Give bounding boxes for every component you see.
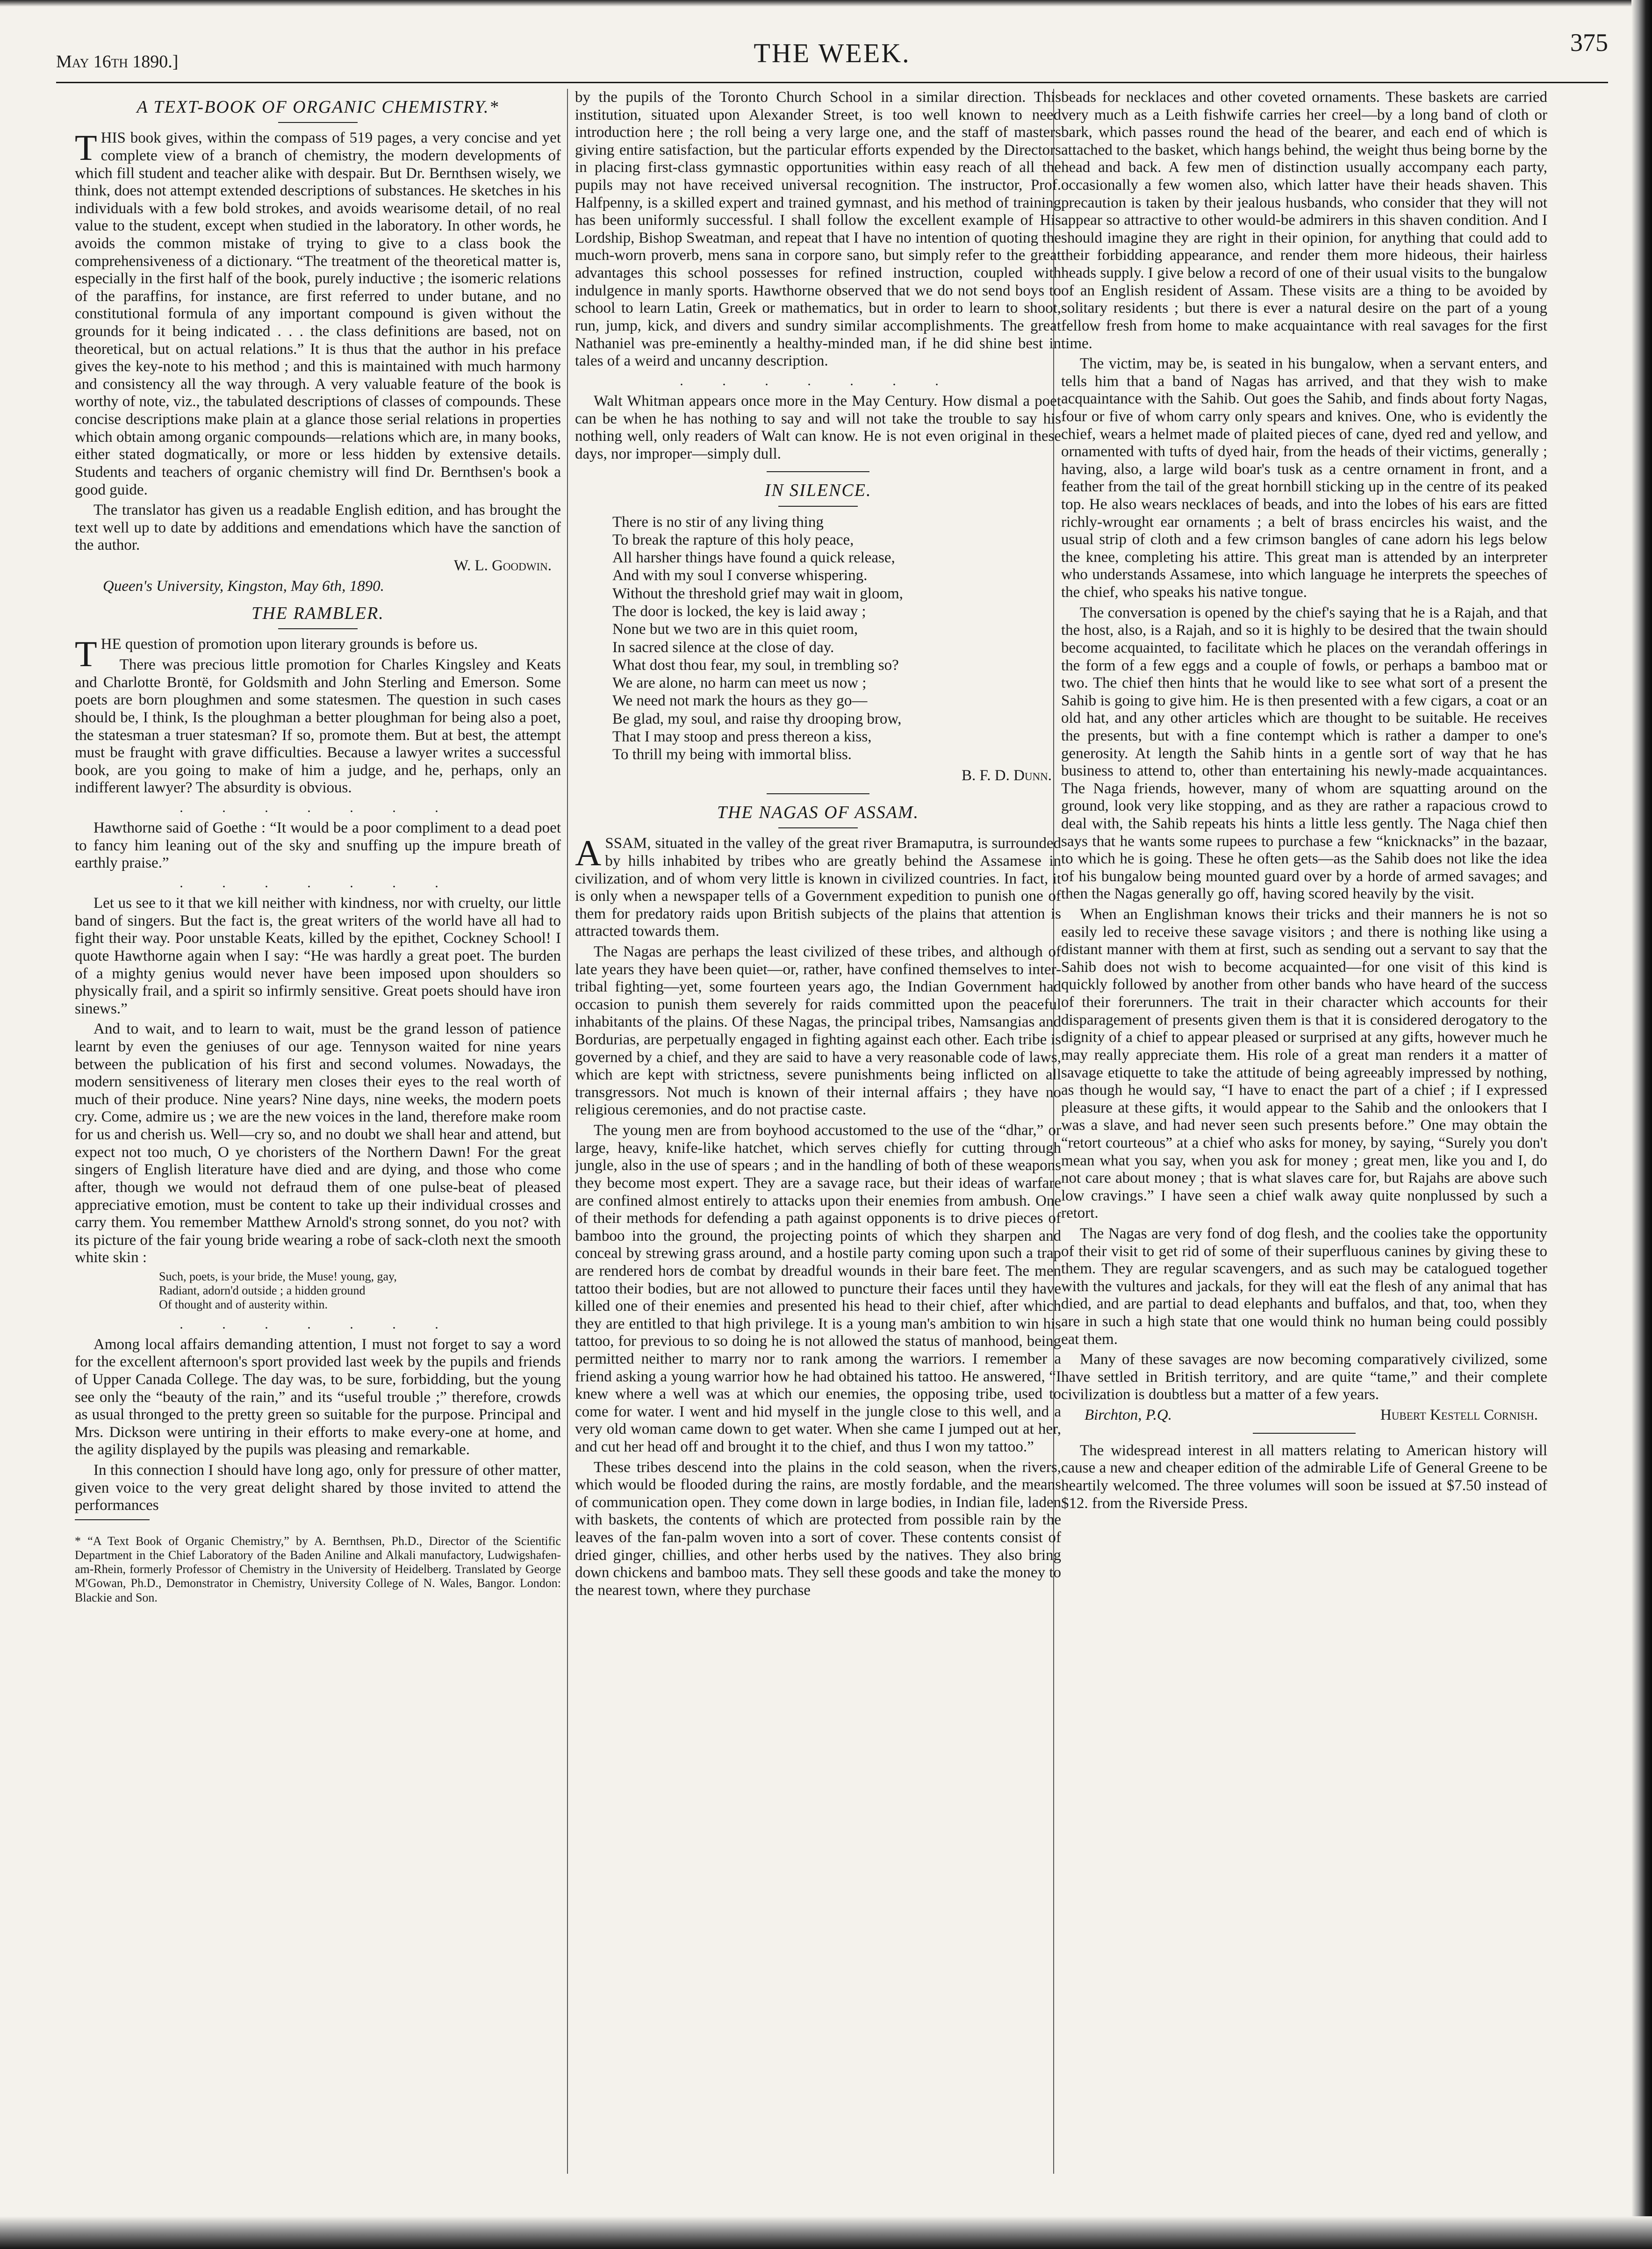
section-break: . . . . . . .	[180, 1316, 456, 1332]
paragraph: Among local affairs demanding attention, I must not forget to say a word for the excellent afternoon's sport provided last week by the pupils and friends of Upper Canada College. The day was, to be sure, forbidding, but the young see only the “beauty of the rain,” and its “useful trouble ;” therefore, crowds as usual thronged to the pretty green so suitable for the purpose. Principal and Mrs. Dickson were untiring in their efforts to make every-one at home, and the agility displayed by the pupils was pleasing and remarkable.	[75, 1336, 561, 1459]
poem-line: What dost thou fear, my soul, in trembling so?	[612, 656, 899, 674]
signature-place: Birchton, P.Q.	[1085, 1407, 1172, 1424]
paragraph: THIS book gives, within the compass of 519 pages, a very concise and yet complete view of a branch of chemistry, the modern developments of which fill student and teacher alike with despair. But Dr. Bernthsen wisely, we think, does not attempt extended descriptions of substances. He sketches in his individuals with a few bold strokes, and avoids wearisome detail, of no real value to the student, except when studied in the laboratory. In other words, he avoids the common mistake of trying to give to a class book the comprehensiveness of a dictionary. “The treatment of the theoretical matter is, especially in the first half of the book, purely inductive ; the isomeric relations of the paraffins, for instance, are first referred to under butane, and no constitutional formula of any important compound is given without the grounds for it being indicated . . . the class definitions are based, not on theoretical, but on actual relations.” It is thus that the author in his preface gives the key-note to his method ; and this is maintained with much harmony and consistency all the way through. A very valuable feature of the book is worthy of note, viz., the tabulated descriptions of classes of compounds. These concise descriptions make plain at a glance those serial relations in properties which obtain among organic compounds—relations which are, in many books, either stated dogmatically, or more or less hidden by extensive details. Students and teachers of organic chemistry will find Dr. Bernthsen's book a good guide.	[75, 127, 561, 498]
poem-line: All harsher things have found a quick release,	[612, 549, 895, 567]
paragraph: The translator has given us a readable English edition, and has brought the text well up to date by additions and emendations which have the sanction of the author.	[75, 502, 561, 554]
paragraph: THE question of promotion upon literary grounds is before us.	[75, 633, 478, 675]
header-rule	[56, 82, 1608, 83]
section-break: . . . . . . .	[180, 875, 456, 891]
article-signature	[1085, 1407, 1538, 1424]
section-rule	[767, 793, 869, 794]
column-divider	[567, 89, 568, 2174]
paragraph: Many of these savages are now becoming comparatively civilized, some have settled in British territory, and are quite “tame,” and their complete civilization is doubtless but a matter of a few years.	[1061, 1351, 1547, 1403]
poem-line: Be glad, my soul, and raise thy drooping brow,	[612, 710, 902, 727]
footnote: * “A Text Book of Organic Chemistry,” by A. Bernthsen, Ph.D., Director of the Scientific Department in the Chief Laboratory of the Baden Aniline and Alkali manufactory, Ludwigshafen-am-Rhein, formerly Professor of Chemistry in the University of Heidelberg. Translated by George M'Gowan, Ph.D., Demonstrator in Chemistry, University College of N. Wales, Bangor. London: Blackie and Son.	[75, 1534, 561, 1604]
poem-line: We need not mark the hours as they go—	[612, 692, 868, 710]
paragraph: The Nagas are perhaps the least civilized of these tribes, and although of late years they have been quiet—or, rather, have confined themselves to inter-tribal fighting—yet, some fourteen years ago, the Indian Government had occasion to punish them severely for raids committed upon the peaceful inhabitants of the plains. Of these Nagas, the principal tribes, Namsangias and Bordurias, are perpetually engaged in fighting against each other. Each tribe is governed by a chief, and they are said to have a very reasonable code of laws, which are kept with strictness, severe punishments being inflicted on all transgressors. Not much is known of their internal affairs ; they have no religious ceremonies, and do not practise caste.	[575, 943, 1061, 1119]
paragraph: When an Englishman knows their tricks and their manners he is not so easily led to receive these savage visitors ; and there is nothing like using a distant manner with them at first, such as sending out a servant to say that the Sahib does not wish to become acquainted—for one visit of this kind is quickly followed by another from other bands who have heard of the success of their forerunners. The trait in their character which accounts for their disparagement of presents given them is that it is considered derogatory to the dignity of a chief to appear pleased or surprised at any gifts, however much he may really appreciate them. His role of a great man renders it a matter of savage etiquette to take the attitude of being agreeably impressed by nothing, as though he would say, “I have to enact the part of a chief ; if I expressed pleasure at these gifts, it would appear to the Sahib and the onlookers that I was a slave, and had never seen such presents before.” One may obtain the “retort courteous” at a chief who asks for money, by saying, “Surely you don't mean what you say, when you ask for money ; great men, like you and I, do not care about money ; that is what slaves care for, but Rajahs are above such low cravings.” I have seen a chief walk away quite nonplussed by such a retort.	[1061, 906, 1547, 1222]
column-3	[1061, 89, 1547, 2216]
poem	[612, 513, 1061, 764]
poem-author: B. F. D. Dunn.	[962, 767, 1052, 784]
article-title: THE RAMBLER.	[251, 604, 384, 624]
drop-cap: A	[575, 833, 602, 874]
paragraph: And to wait, and to learn to wait, must be the grand lesson of patience learnt by even the geniuses of our age. Tennyson waited for nine years between the publication of his first and second volumes. Nowadays, the modern sensitiveness of literary men closes their eyes to the real worth of much of their produce. Nine years? Nine days, nine weeks, the modern poets cry. Come, admire us ; we are the new voices in the land, therefore make room for us and cherish us. Well—cry so, and no doubt we shall hear and attend, but expect not too much, O ye choristers of the Northern Dawn! For the great singers of English literature have died and are dying, and those who come after, though we would not defraud them of one pulse-beat of pleased appreciative emotion, must be content to take up their individual crosses and carry them. You remember Matthew Arnold's strong sonnet, do you not? with its picture of the fair young bride wearing a robe of sack-cloth next the smooth white skin :	[75, 1020, 561, 1266]
issue-date: May 16th 1890.]	[56, 52, 179, 72]
page-top-edge	[0, 0, 1652, 7]
verse-line: Radiant, adorn'd outside ; a hidden ground	[159, 1283, 366, 1297]
paragraph: Hawthorne said of Goethe : “It would be a poor compliment to a dead poet to fancy him leaning out of the sky and snuffing up the impure breath of earthly praise.”	[75, 819, 561, 872]
poem-line: To break the rapture of this holy peace,	[612, 531, 854, 548]
section-break: . . . . . . .	[180, 799, 456, 815]
publication-title: THE WEEK.	[754, 38, 911, 68]
column-2	[575, 89, 1061, 2216]
footnote-rule	[75, 1519, 150, 1520]
title-rule	[278, 628, 358, 629]
verse-line: Such, poets, is your bride, the Muse! young, gay,	[159, 1269, 397, 1283]
poem-line: In sacred silence at the close of day.	[612, 639, 834, 656]
section-rule	[767, 471, 869, 472]
section-rule	[1253, 1433, 1356, 1434]
poem-line: There is no stir of any living thing	[612, 513, 824, 531]
verse-line: Of thought and of austerity within.	[159, 1297, 328, 1311]
paragraph: The widespread interest in all matters relating to American history will cause a new and cheaper edition of the admirable Life of General Greene to be heartily welcomed. The three volumes will soon be issued at $7.50 instead of $12. from the Riverside Press.	[1061, 1442, 1547, 1512]
paragraph: There was precious little promotion for Charles Kingsley and Keats and Charlotte Brontë, for Goldsmith and John Sterling and Emerson. Some poets are born ploughmen and some statesmen. The question in such cases should be, I think, Is the ploughman a better ploughman for being also a poet, the statesman a truer statesman? If so, promote them. But at best, the attempt must be fraught with grave difficulties. Because a lawyer writes a successful book, are you going to make of him a judge, and he, perhaps, only an indifferent lawyer? The absurdity is obvious.	[75, 656, 561, 797]
quoted-verse	[159, 1270, 561, 1312]
paragraph: The Nagas are very fond of dog flesh, and the coolies take the opportunity of their visit to get rid of some of their superfluous canines by giving these to them. They are regular scavengers, and as such may be catalogued together with the vultures and jackals, for they will eat the flesh of any animal that has died, and are partial to dead elephants and buffalos, and that, too, when they are in such a high state that one would think no human being could possibly eat them.	[1061, 1225, 1547, 1348]
poem-line: None but we two are in this quiet room,	[612, 621, 858, 638]
masthead	[56, 19, 1608, 89]
paragraph: ASSAM, situated in the valley of the great river Bramaputra, is surrounded by hills inhabited by tribes who are greatly behind the Assamese in civilization, and of whom very little is known in civilized countries. In fact, it is only when a newspaper tells of a Government expedition to punish one of them for predatory raids upon British subjects of the plains that attention is attracted towards them.	[575, 833, 1061, 940]
page-right-edge	[1631, 0, 1652, 2249]
poem-line: Without the threshold grief may wait in gloom,	[612, 585, 903, 602]
paragraph: The conversation is opened by the chief's saying that he is a Rajah, and that the host, also, is a Rajah, and so it is highly to be desired that the twain should become acquainted, to facilitate which he places on the verandah offerings in the form of a few eggs and a couple of fowls, or perhaps a bamboo mat or two. The chief then hints that he would like to see what sort of a present the Sahib is going to give him. He is then presented with a few cigars, a coat or an old hat, and any other articles which are thought to be suitable. He receives the presents, but with a fine contempt which is rather a damper to one's generosity. At length the Sahib hints in a gentle sort of way that he has business to attend to, other than entertaining his newly-made acquaintances. The Naga friends, however, many of whom are squatting around on the ground, look very like stopping, and as they are rather a rapacious crowd to deal with, the Sahib repeats his hints a little less gently. The Naga chief then says that he wants some rupees to purchase a few “knicknacks” in the bazaar, to which he is going. These he often gets—as the Sahib does not like the idea of his bungalow being mounted guard over by a horde of armed savages; and then the Nagas generally go off, having scored heavily by the visit.	[1061, 604, 1547, 903]
poem-line: The door is locked, the key is laid away ;	[612, 603, 866, 620]
signature-name: Hubert Kestell Cornish.	[1380, 1407, 1538, 1424]
section-break: . . . . . . .	[680, 373, 956, 388]
paragraph: Let us see to it that we kill neither with kindness, nor with cruelty, our little band of singers. But the fact is, the great writers of the world have all had to fight their way. Poor unstable Keats, killed by the epithet, Cockney School! I quote Hawthorne again when I say: “He was hardly a great poet. The burden of a mighty genius would never have been imposed upon shoulders so physically frail, and a spirit so infirmly sensitive. Great poets should have iron sinews.”	[75, 895, 561, 1017]
page-bottom-edge	[0, 2216, 1652, 2249]
column-1	[75, 89, 561, 2216]
author-signature: W. L. Goodwin.	[453, 557, 552, 574]
title-rule	[278, 122, 358, 123]
drop-cap: T	[75, 127, 97, 168]
article-title: THE NAGAS OF ASSAM.	[717, 803, 919, 823]
page-number: 375	[1570, 29, 1608, 57]
drop-cap: T	[75, 633, 97, 675]
paragraph: The young men are from boyhood accustomed to the use of the “dhar,” or large, heavy, knife-like hatchet, which serves chiefly for cutting through jungle, also in the use of spears ; and in the handling of both of these weapons they become most expert. They are a savage race, but their ideas of warfare are confined almost entirely to attacks upon their enemies from ambush. One of their methods for defending a path against opponents is to drive pieces of bamboo into the ground, the projecting points of which they sharpen and conceal by strewing grass around, and a hostile party coming upon such a trap are rendered hors de combat by dreadful wounds in their bare feet. The men tattoo their bodies, but are not allowed to puncture their faces until they have killed one of their enemies and presented his head to their chief, after which they are entitled to that high privilege. It is a young man's ambition to win his tattoo, for previous to so doing he is not allowed the status of manhood, being permitted neither to marry nor to rank among the warriors. I remember a friend asking a young warrior how he had obtained his tattoo. He answered, “I knew where a well was at which our enemies, the opposing tribe, used to come for water. I went and hid myself in the jungle close to this well, and a very old woman came down to get water. When she came I jumped out at her, and cut her head off and brought it to the chief, and thus I won my tattoo.”	[575, 1122, 1061, 1456]
paragraph: beads for necklaces and other coveted ornaments. These baskets are carried very much as a Leith fishwife carries her creel—by a long band of cloth or bark, which passes round the head of the bearer, and each end of which is attached to the basket, which hangs behind, the weight thus being borne by the head and back. A few men of distinction usually accompany each party, occasionally a few women also, which latter have their heads shaven. This precaution is taken by their jealous husbands, who consider that they will not appear so attractive to other would-be admirers in this shaven condition. And I should imagine they are right in their opinion, for anything that could add to their forbidding appearance, and render them more hideous, their hairless heads supply. I give below a record of one of their usual visits to the bungalow of an English resident of Assam. These visits are a thing to be avoided by solitary residents ; but there is ever a natural desire on the part of a young fellow fresh from home to make acquaintance with real savages for the first time.	[1061, 89, 1547, 352]
poem-line: That I may stoop and press thereon a kiss,	[612, 728, 872, 745]
dateline: Queen's University, Kingston, May 6th, 1890.	[103, 577, 384, 595]
paragraph: In this connection I should have long ago, only for pressure of other matter, given voice to the very great delight shared by those invited to attend the performances	[75, 1462, 561, 1514]
poem-line: We are alone, no harm can meet us now ;	[612, 675, 867, 692]
poem-line: To thrill my being with immortal bliss.	[612, 746, 852, 763]
paragraph: by the pupils of the Toronto Church School in a similar direction. This institution, situated upon Alexander Street, is too well known to need introduction here ; the roll being a very large one, and the staff of masters giving entire satisfaction, but the particular efforts expended by the Directors in placing first-class gymnastic opportunities within easy reach of all the pupils may not have received universal recognition. The instructor, Prof. Halfpenny, is a skilled expert and trained gymnast, and his method of training has been uniformly successful. I shall follow the excellent example of His Lordship, Bishop Sweatman, and repeat that I have no intention of quoting the much-worn proverb, mens sana in corpore sano, but simply refer to the great advantages this school possesses for refined instruction, coupled with indulgence in manly sports. Hawthorne observed that we do not send boys to school to learn Latin, Greek or mathematics, but in order to learn to shoot, run, jump, kick, and divers and sundry similar accomplishments. The great Nathaniel was pre-eminently a healthy-minded man, if he did shine best in tales of a weird and uncanny description.	[575, 89, 1061, 370]
poem-line: And with my soul I converse whispering.	[612, 567, 868, 584]
article-title: A TEXT-BOOK OF ORGANIC CHEMISTRY.*	[136, 97, 499, 117]
paragraph: These tribes descend into the plains in the cold season, when the rivers, which would be flooded during the rains, are mostly fordable, and the means of communication open. They come down in large bodies, in Indian file, laden with baskets, the contents of which are protected from possible rain by the leaves of the fan-palm woven into a sort of cover. These contents consist of dried ginger, chillies, and other herbs used by the natives. They also bring down chickens and bamboo mats. They sell these goods and take the money to the nearest town, where they purchase	[575, 1459, 1061, 1599]
paragraph: The victim, may be, is seated in his bungalow, when a servant enters, and tells him that a band of Nagas has arrived, and that they wish to make acquaintance with the Sahib. Out goes the Sahib, and finds about forty Nagas, four or five of whom carry only spears and knives. One, who is evidently the chief, wears a helmet made of plaited pieces of cane, dyed red and yellow, and ornamented with tufts of dyed hair, from the heads of their victims, generally ; having, also, a large wild boar's tusk as a centre ornament in front, and a feather from the tail of the great hornbill sticking up in the centre of its peaked top. He also wears necklaces of beads, and into the lobes of his ears are fitted richly-wrought ear ornaments ; a belt of brass encircles his waist, and the usual strip of cloth and a few crimson bangles of cane adorn his legs below the knee, completing his attire. This great man is attended by an interpreter who understands Assamese, into which language he interprets the speeches of the chief, who speaks his native tongue.	[1061, 355, 1547, 601]
paragraph: Walt Whitman appears once more in the May Century. How dismal a poet can be when he has nothing to say and will not take the trouble to say his nothing well, only readers of Walt can know. He is not even original in these days, nor improper—simply dull.	[575, 392, 1061, 462]
title-rule	[778, 506, 858, 507]
poem-title: IN SILENCE.	[764, 481, 872, 501]
title-rule	[778, 827, 858, 828]
